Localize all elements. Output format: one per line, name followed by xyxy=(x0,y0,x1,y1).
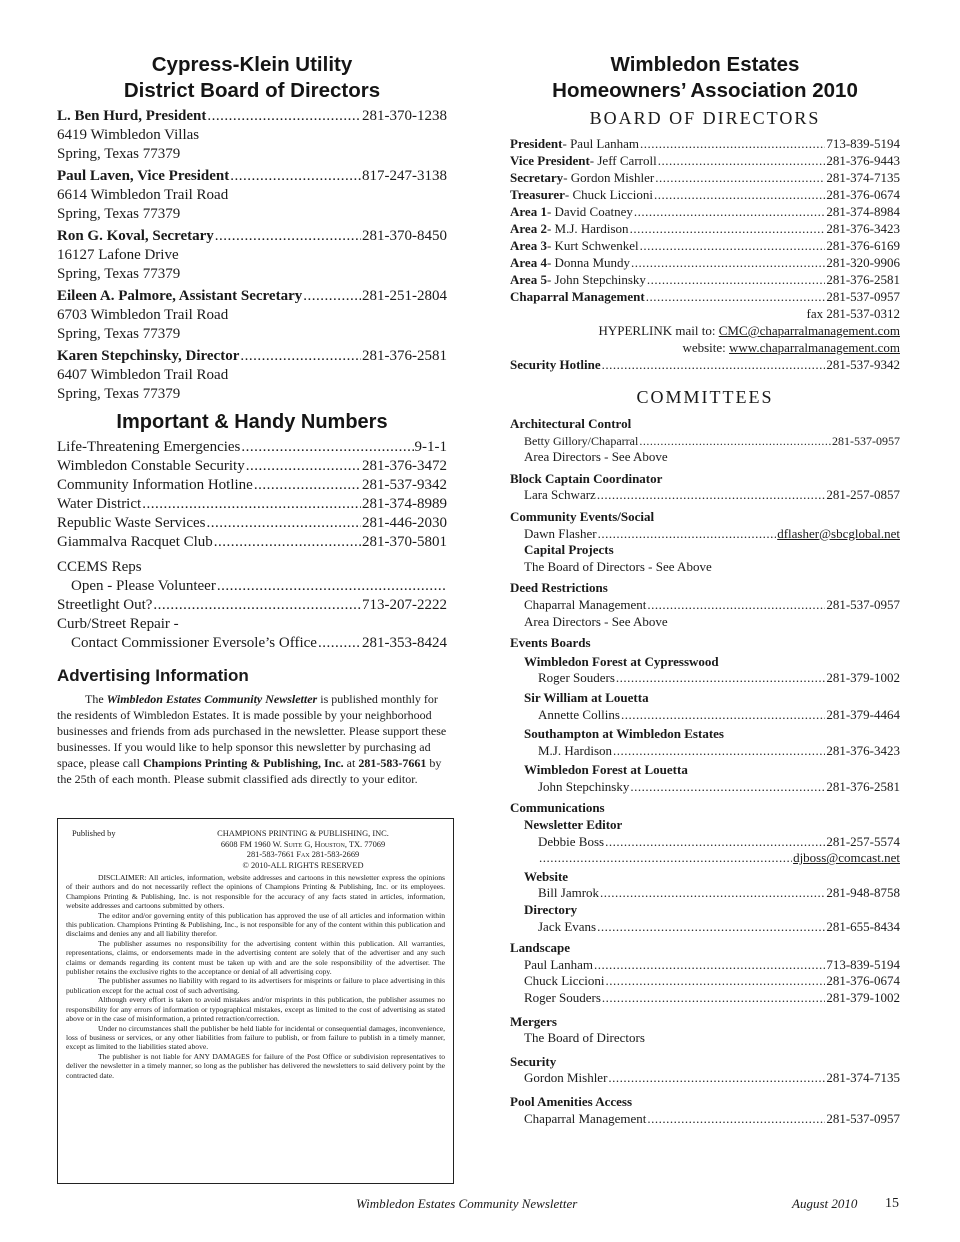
disclaimer-paragraph: The publisher is not liable for ANY DAMAGES for failure of the Post Office or subdivision representatives to deliver the newsletter in a timely manner, so long as the publisher has delivered the newsletters to said delivery point by the contracted date. xyxy=(66,1051,445,1080)
board-name: - Chuck Liccioni xyxy=(564,187,653,202)
utility-district-title xyxy=(57,52,447,104)
management-website-link[interactable]: www.chaparralmanagement.com xyxy=(729,340,900,355)
committee-subheading: Southampton at Wimbledon Estates xyxy=(524,726,724,742)
committee-row xyxy=(510,850,900,867)
board-phone: 281-320-9906 xyxy=(826,255,900,270)
committee-member: Roger Souders xyxy=(524,990,601,1005)
title-line-1: Cypress-Klein Utility xyxy=(151,53,353,76)
security-hotline-phone: 281-537-9342 xyxy=(826,357,900,372)
committee-heading: Deed Restrictions xyxy=(510,580,608,596)
handy-phone: 281-446-2030 xyxy=(362,515,447,531)
committee-member: Lara Schwarz xyxy=(524,487,596,503)
director-address: 6614 Wimbledon Trail Road xyxy=(57,187,229,203)
publisher-copyright: © 2010-ALL RIGHTS RESERVED xyxy=(242,860,364,870)
committee-subheading: Wimbledon Forest at Cypresswood xyxy=(524,653,719,669)
newsletter-name: Wimbledon Estates Community Newsletter xyxy=(106,692,318,706)
committee-heading: Mergers xyxy=(510,1013,557,1029)
director-entry xyxy=(57,287,447,344)
director-address: 6407 Wimbledon Trail Road xyxy=(57,367,229,383)
adv-text-mid: is published monthly for the residents of Wimbledon Estates. It is made possible by your neighborhood businesses and friends from ads purchased in the newsletter. Please support these businesses. If you would like to help sponsor this newsletter by purchasing ad space, please call xyxy=(57,692,447,770)
board-phone: 281-376-6169 xyxy=(826,238,900,253)
handy-label: Community Information Hotline xyxy=(57,477,253,493)
director-name: L. Ben Hurd, President xyxy=(57,108,207,124)
committee-row xyxy=(510,487,900,504)
right-column xyxy=(510,52,900,1127)
board-phone: 281-376-2581 xyxy=(826,272,900,287)
committee-heading: Landscape xyxy=(510,940,570,956)
board-name: - John Stepchinsky xyxy=(546,272,646,287)
streetlight-label: Streetlight Out? xyxy=(57,597,153,613)
committee-member: Paul Lanham xyxy=(524,956,593,972)
committee-phone: 281-376-0674 xyxy=(826,973,900,989)
disclaimer-paragraph: Although every effort is taken to avoid mistakes and/or misprints in this publication, the publisher assumes no responsibility for any errors of information or typographical mistakes, except as limited to the cost of advertising as stated above or in the case of misinformation, a printed retraction/correction. xyxy=(66,995,445,1024)
disclaimer-paragraph: The publisher assumes no responsibility for the advertising content within this publication. All warranties, representations, claims, or endorsements made in the advertising content are solely that of the advertiser and any such claims or demands regarding its content must be taken up with and are the sole responsibility of the advertiser. The publisher retains the exclusive rights to the acceptance or denial of all advertising copy. xyxy=(66,938,445,977)
board-title: BOARD OF DIRECTORS xyxy=(589,108,821,128)
hoa-title-line-2: Homeowners’ Association 2010 xyxy=(552,79,858,102)
director-city: Spring, Texas 77379 xyxy=(57,326,181,342)
committee-phone: 281-257-0857 xyxy=(826,487,900,503)
committees-title: COMMITTEES xyxy=(636,387,774,407)
board-role: Area 2 xyxy=(510,221,547,236)
committee-note: The Board of Directors xyxy=(524,1030,645,1046)
committee-member: Chuck Liccioni xyxy=(524,973,605,989)
board-name: - Jeff Carroll xyxy=(589,153,657,168)
committee-phone: 281-537-0957 xyxy=(826,596,900,612)
committee-note: Area Directors - See Above xyxy=(524,449,668,465)
committee-row xyxy=(510,990,900,1007)
adv-company: Champions Printing & Publishing, Inc. xyxy=(142,756,344,770)
handy-label: Life-Threatening Emergencies xyxy=(57,439,241,455)
board-role: Treasurer xyxy=(510,187,565,202)
board-role: Area 1 xyxy=(510,204,547,219)
board-name: - M.J. Hardison xyxy=(546,221,629,236)
handy-numbers-title: Important & Handy Numbers xyxy=(116,411,388,433)
committee-note: The Board of Directors - See Above xyxy=(524,558,712,574)
committee-heading: Events Boards xyxy=(510,635,591,651)
board-row xyxy=(510,237,900,254)
committee-email-link[interactable]: djboss@comcast.net xyxy=(793,850,900,866)
committee-phone: 281-376-2581 xyxy=(826,778,900,794)
board-phone: 281-376-9443 xyxy=(826,153,900,168)
board-name: - David Coatney xyxy=(546,204,633,219)
streetlight-phone: 713-207-2222 xyxy=(362,597,447,613)
curb-contact: Contact Commissioner Eversole’s Office xyxy=(71,635,317,651)
publisher-company: CHAMPIONS PRINTING & PUBLISHING, INC. xyxy=(217,829,389,838)
committee-member: John Stepchinsky xyxy=(538,778,630,794)
director-phone: 281-370-8450 xyxy=(362,228,447,244)
director-address: 6703 Wimbledon Trail Road xyxy=(57,307,229,323)
handy-numbers-list xyxy=(57,438,447,653)
director-city: Spring, Texas 77379 xyxy=(57,206,181,222)
committee-member: Gordon Mishler xyxy=(524,1070,608,1086)
board-role: Area 3 xyxy=(510,238,547,253)
disclaimer-paragraph: Under no circumstances shall the publisher be held liable for incidental or consequential damages, inconvenience, loss of business or services, or any other liabilities from failure to publish, or from failure to publish in a timely manner, except as limited to the liabilities stated above. xyxy=(66,1023,445,1052)
handy-phone: 281-374-8989 xyxy=(362,496,447,512)
director-city: Spring, Texas 77379 xyxy=(57,386,181,402)
director-phone: 281-370-1238 xyxy=(362,108,447,124)
committee-subheading: Sir William at Louetta xyxy=(524,689,649,705)
ccems-label: CCEMS Reps xyxy=(57,559,142,575)
committee-row xyxy=(510,526,900,543)
committee-subheading: Website xyxy=(524,868,569,884)
board-role: Vice President xyxy=(510,153,590,168)
handy-label: Giammalva Racquet Club xyxy=(57,534,213,550)
director-phone: 817-247-3138 xyxy=(362,168,447,184)
director-name: Eileen A. Palmore, Assistant Secretary xyxy=(57,288,303,304)
handy-phone: 9-1-1 xyxy=(414,439,447,455)
committee-member: Annette Collins xyxy=(538,706,620,722)
handy-label: Water District xyxy=(57,496,142,512)
committee-row xyxy=(510,670,900,687)
board-row xyxy=(510,288,900,305)
committee-row xyxy=(510,597,900,614)
board-phone: 281-376-0674 xyxy=(826,187,900,202)
committee-email-link[interactable]: dflasher@sbcglobal.net xyxy=(777,525,900,541)
director-entry xyxy=(57,347,447,404)
footer-date: August 2010 xyxy=(792,1196,858,1211)
director-name: Karen Stepchinsky, Director xyxy=(57,348,240,364)
handy-row xyxy=(57,533,447,552)
committee-phone: 281-655-8434 xyxy=(826,918,900,934)
committee-heading: Pool Amenities Access xyxy=(510,1093,633,1109)
adv-text-at: at xyxy=(343,756,359,770)
director-name: Ron G. Koval, Secretary xyxy=(57,228,214,244)
security-hotline-row xyxy=(510,356,900,373)
committee-phone: 281-537-0957 xyxy=(832,433,900,448)
board-name: - Kurt Schwenkel xyxy=(546,238,639,253)
handy-phone: 281-370-5801 xyxy=(362,534,447,550)
director-address: 16127 Lafone Drive xyxy=(57,247,179,263)
director-entry xyxy=(57,107,447,164)
committee-heading: Block Captain Coordinator xyxy=(510,470,663,486)
handy-label: Republic Waste Services xyxy=(57,515,206,531)
board-row xyxy=(510,152,900,169)
committee-row xyxy=(510,1111,900,1128)
footer-newsletter-name: Wimbledon Estates Community Newsletter xyxy=(356,1196,578,1211)
disclaimer-paragraph: The publisher assumes no liability with regard to its advertisers for misprints or failure to place advertising in this publication except for the actual cost of such advertising. xyxy=(66,976,445,995)
handy-row xyxy=(57,514,447,533)
handy-row xyxy=(57,457,447,476)
committee-heading: Communications xyxy=(510,800,605,816)
committee-heading: Community Events/Social xyxy=(510,508,655,524)
director-city: Spring, Texas 77379 xyxy=(57,266,181,282)
director-phone: 281-251-2804 xyxy=(362,288,447,304)
director-city: Spring, Texas 77379 xyxy=(57,146,181,162)
board-row xyxy=(510,169,900,186)
board-row xyxy=(510,186,900,203)
handy-row xyxy=(57,495,447,514)
committee-member: Dawn Flasher xyxy=(524,525,597,541)
committee-row xyxy=(510,919,900,936)
streetlight-row xyxy=(57,596,447,615)
board-name: - Paul Lanham xyxy=(562,136,640,151)
director-phone: 281-376-2581 xyxy=(362,348,447,364)
management-email-row xyxy=(510,322,900,339)
committee-member: Roger Souders xyxy=(538,670,615,686)
page-number: 15 xyxy=(885,1196,899,1211)
board-row xyxy=(510,135,900,152)
left-column xyxy=(57,52,447,787)
ccems-open-row xyxy=(57,577,447,596)
committee-member: Betty Gillory/Chaparral xyxy=(524,433,639,448)
committee-member: Bill Jamrok xyxy=(538,885,600,901)
committee-phone: 281-379-4464 xyxy=(826,706,900,722)
curb-phone: 281-353-8424 xyxy=(362,635,447,651)
board-role: Secretary xyxy=(510,170,564,185)
publisher-phones: 281-583-7661 Fax 281-583-2669 xyxy=(246,850,360,859)
website-label: website: xyxy=(682,340,730,355)
board-phone: 281-374-8984 xyxy=(826,204,900,219)
disclaimer-box xyxy=(57,818,454,1184)
management-website-row xyxy=(510,339,900,356)
committee-row xyxy=(510,973,900,990)
advertising-text xyxy=(57,691,447,787)
committee-note: Area Directors - See Above xyxy=(524,613,668,629)
committee-member: Chaparral Management xyxy=(524,1110,647,1126)
handy-label: Wimbledon Constable Security xyxy=(57,458,245,474)
board-name: - Donna Mundy xyxy=(546,255,630,270)
committee-subheading: Newsletter Editor xyxy=(524,817,623,833)
board-phone: 713-839-5194 xyxy=(826,136,900,151)
committee-row xyxy=(510,885,900,902)
board-role: Chaparral Management xyxy=(510,289,645,304)
adv-phone: 281-583-7661 xyxy=(358,756,427,770)
hoa-title xyxy=(510,52,900,104)
board-row xyxy=(510,220,900,237)
disclaimer-paragraph: DISCLAIMER: All articles, information, website addresses and cartoons in this newsletter express the opinions of their authors and do not necessarily reflect the opinions of Champions Printing & Publishing, Inc. or its employees. Champions Printing & Publishing, Inc. is not responsible for the accuracy of any facts stated in articles, information, website addresses and cartoons submitted by others. xyxy=(66,873,445,911)
hyperlink-label: HYPERLINK mail to: xyxy=(598,323,719,338)
committee-heading: Architectural Control xyxy=(510,416,632,431)
committee-member: M.J. Hardison xyxy=(538,742,613,758)
board-row xyxy=(510,254,900,271)
board-row xyxy=(510,203,900,220)
curb-row xyxy=(57,634,447,653)
ccems-open: Open - Please Volunteer xyxy=(71,578,216,594)
committee-phone: 281-257-5574 xyxy=(826,833,900,849)
board-phone: 281-537-0957 xyxy=(826,289,900,304)
committee-phone: 281-374-7135 xyxy=(826,1070,900,1086)
board-role: President xyxy=(510,136,563,151)
committees-list xyxy=(510,416,900,1127)
handy-row xyxy=(57,476,447,495)
management-email-link[interactable]: CMC@chaparralmanagement.com xyxy=(718,323,900,338)
handy-row xyxy=(57,438,447,457)
utility-directors-list xyxy=(57,107,447,404)
committee-phone: 281-948-8758 xyxy=(826,885,900,901)
published-by-label: Published by xyxy=(72,829,116,838)
hoa-title-line-1: Wimbledon Estates xyxy=(610,53,800,76)
committee-member: Jack Evans xyxy=(538,918,597,934)
hoa-board-list xyxy=(510,135,900,373)
committee-row xyxy=(510,743,900,760)
committee-row xyxy=(510,1070,900,1087)
curb-label: Curb/Street Repair - xyxy=(57,616,179,632)
committee-phone: 281-537-0957 xyxy=(826,1110,900,1126)
director-name: Paul Laven, Vice President xyxy=(57,168,230,184)
director-entry xyxy=(57,227,447,284)
adv-text-pre: The xyxy=(85,692,107,706)
handy-phone: 281-537-9342 xyxy=(362,477,447,493)
board-role: Area 4 xyxy=(510,255,547,270)
board-phone: 281-376-3423 xyxy=(826,221,900,236)
publisher-info xyxy=(161,829,445,871)
committee-member: Debbie Boss xyxy=(538,833,605,849)
committee-phone: 713-839-5194 xyxy=(826,956,900,972)
committee-phone: 281-379-1002 xyxy=(826,990,900,1005)
committee-heading: Security xyxy=(510,1053,557,1069)
committee-phone: 281-376-3423 xyxy=(826,742,900,758)
committee-row xyxy=(510,779,900,796)
board-role: Area 5 xyxy=(510,272,547,287)
committee-row xyxy=(510,957,900,974)
committee-phone: 281-379-1002 xyxy=(826,670,900,686)
committee-subheading: Capital Projects xyxy=(524,542,614,558)
committee-subheading: Wimbledon Forest at Louetta xyxy=(524,762,688,778)
publisher-address: 6608 FM 1960 W. Suite G, Houston, TX. 77069 xyxy=(220,839,386,849)
handy-phone: 281-376-3472 xyxy=(362,458,447,474)
committee-row xyxy=(510,834,900,851)
board-phone: 281-374-7135 xyxy=(826,170,900,185)
publisher-header xyxy=(66,829,445,871)
director-address: 6419 Wimbledon Villas xyxy=(57,127,200,143)
adv-text-post: by the 25th of each month. Please submit classified ads directly to your editor. xyxy=(57,756,442,786)
security-hotline-label: Security Hotline xyxy=(510,357,601,372)
disclaimer-paragraph: The editor and/or governing entity of this publication has approved the use of all articles and information within this publication. Champions Printing & Publishing, Inc., is not responsible for any of the content within this publication and disclaims and denies any and all liability therefor. xyxy=(66,910,445,939)
board-row xyxy=(510,271,900,288)
advertising-title: Advertising Information xyxy=(57,666,249,685)
title-line-2: District Board of Directors xyxy=(123,79,381,102)
committee-member: Chaparral Management xyxy=(524,596,647,612)
director-entry xyxy=(57,167,447,224)
board-name: - Gordon Mishler xyxy=(563,170,655,185)
committee-row xyxy=(510,707,900,724)
disclaimer-body xyxy=(66,873,445,1080)
committee-subheading: Directory xyxy=(524,902,578,918)
committee-row xyxy=(510,433,900,450)
management-fax: fax 281-537-0312 xyxy=(806,306,900,321)
